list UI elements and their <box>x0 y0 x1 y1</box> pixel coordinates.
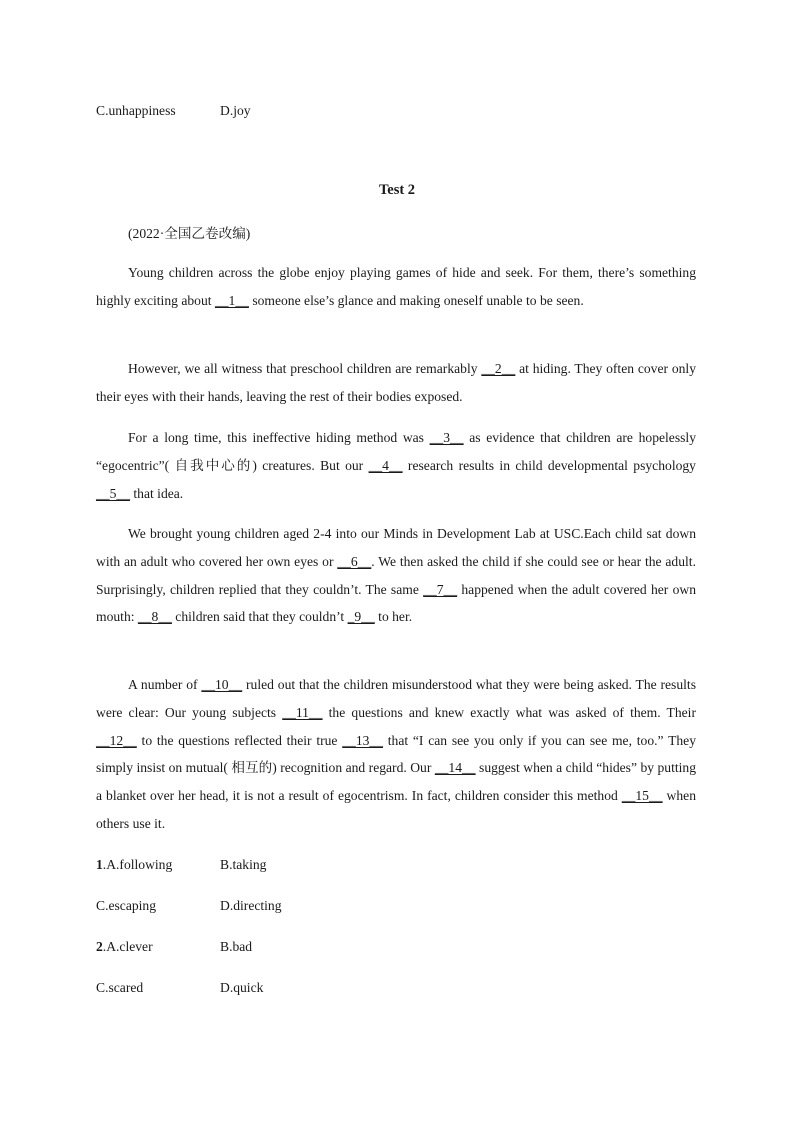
passage-paragraph-5 <box>96 671 696 838</box>
blank-15: __15__ <box>621 788 663 804</box>
passage-paragraph-2 <box>96 355 696 411</box>
blank-4: __4__ <box>368 457 403 473</box>
text: ruled out that the children misunderstood what they were being asked. The results were clear: Our young subjects <box>96 677 696 720</box>
blank-12: __12__ <box>96 732 137 748</box>
text: suggest when a child “hides” by putting a blanket over her head, it is not a result of egocentrism. In fact, children consider this method <box>96 760 697 804</box>
source-note: (2022·全国乙卷改编) <box>128 226 251 241</box>
text: Young children across the globe enjoy playing games of hide and seek. For them, there’s something highly exciting about <box>96 265 696 308</box>
text: research results in child developmental psychology <box>402 457 696 473</box>
blank-8: __8__ <box>137 609 172 625</box>
option-text: .A.following <box>102 857 173 872</box>
blank-14: __14__ <box>434 760 476 776</box>
question-1-option-d: D.directing <box>220 898 282 913</box>
text: children said that they couldn’t <box>171 609 348 625</box>
text: A number of <box>128 677 202 692</box>
question-number: 2 <box>96 939 103 954</box>
blank-11: __11__ <box>282 704 323 720</box>
text: happened when the adult covered her own mouth: <box>96 581 696 625</box>
blank-7: __7__ <box>423 581 458 597</box>
text: . We then asked the child if she could see or hear the adult. Surprisingly, children replied that they couldn’t. The same <box>96 553 696 597</box>
question-1-option-b: B.taking <box>220 857 267 872</box>
blank-9: _9__ <box>347 609 375 625</box>
blank-6: __6__ <box>337 553 372 569</box>
question-number: 1 <box>96 857 103 872</box>
blank-5: __5__ <box>96 485 130 501</box>
blank-2: __2__ <box>481 361 516 376</box>
text: to the questions reflected their true <box>136 732 343 748</box>
passage-paragraph-3 <box>96 424 696 507</box>
option-text: .A.clever <box>102 939 153 954</box>
text: that “I can see you only if you can see me, too.” They simply insist on mutual( 相互的) recognition and regard. Our <box>96 732 696 776</box>
text: However, we all witness that preschool children are remarkably <box>128 361 482 376</box>
text: as evidence that children are hopelessly “egocentric”( 自我中心的) creatures. But our <box>96 430 696 473</box>
text: when others use it. <box>96 788 696 831</box>
question-1-option-a <box>96 855 172 875</box>
text: to her. <box>374 609 413 625</box>
section-title: Test 2 <box>378 182 416 198</box>
blank-1: __1__ <box>214 292 249 308</box>
text: We brought young children aged 2-4 into our Minds in Development Lab at USC.Each child sat down with an adult who covered her own eyes or <box>96 526 696 569</box>
question-2-option-b: B.bad <box>220 939 253 954</box>
text: the questions and knew exactly what was asked of them. Their <box>322 704 696 720</box>
passage-paragraph-1 <box>96 259 696 315</box>
option-d: D.joy <box>220 103 251 118</box>
blank-10: __10__ <box>201 677 243 692</box>
passage-paragraph-4 <box>96 520 696 631</box>
blank-3: __3__ <box>429 430 464 445</box>
question-2-option-c: C.scared <box>96 980 144 995</box>
question-2-option-d: D.quick <box>220 980 264 995</box>
question-1-option-c: C.escaping <box>96 898 157 913</box>
text: that idea. <box>129 485 184 501</box>
text: For a long time, this ineffective hiding method was <box>128 430 430 445</box>
text: at hiding. They often cover only their eyes with their hands, leaving the rest of their bodies exposed. <box>96 361 696 404</box>
option-c: C.unhappiness <box>96 103 176 118</box>
text: someone else’s glance and making oneself unable to be seen. <box>248 292 584 308</box>
blank-13: __13__ <box>342 732 383 748</box>
question-2-option-a <box>96 937 153 957</box>
